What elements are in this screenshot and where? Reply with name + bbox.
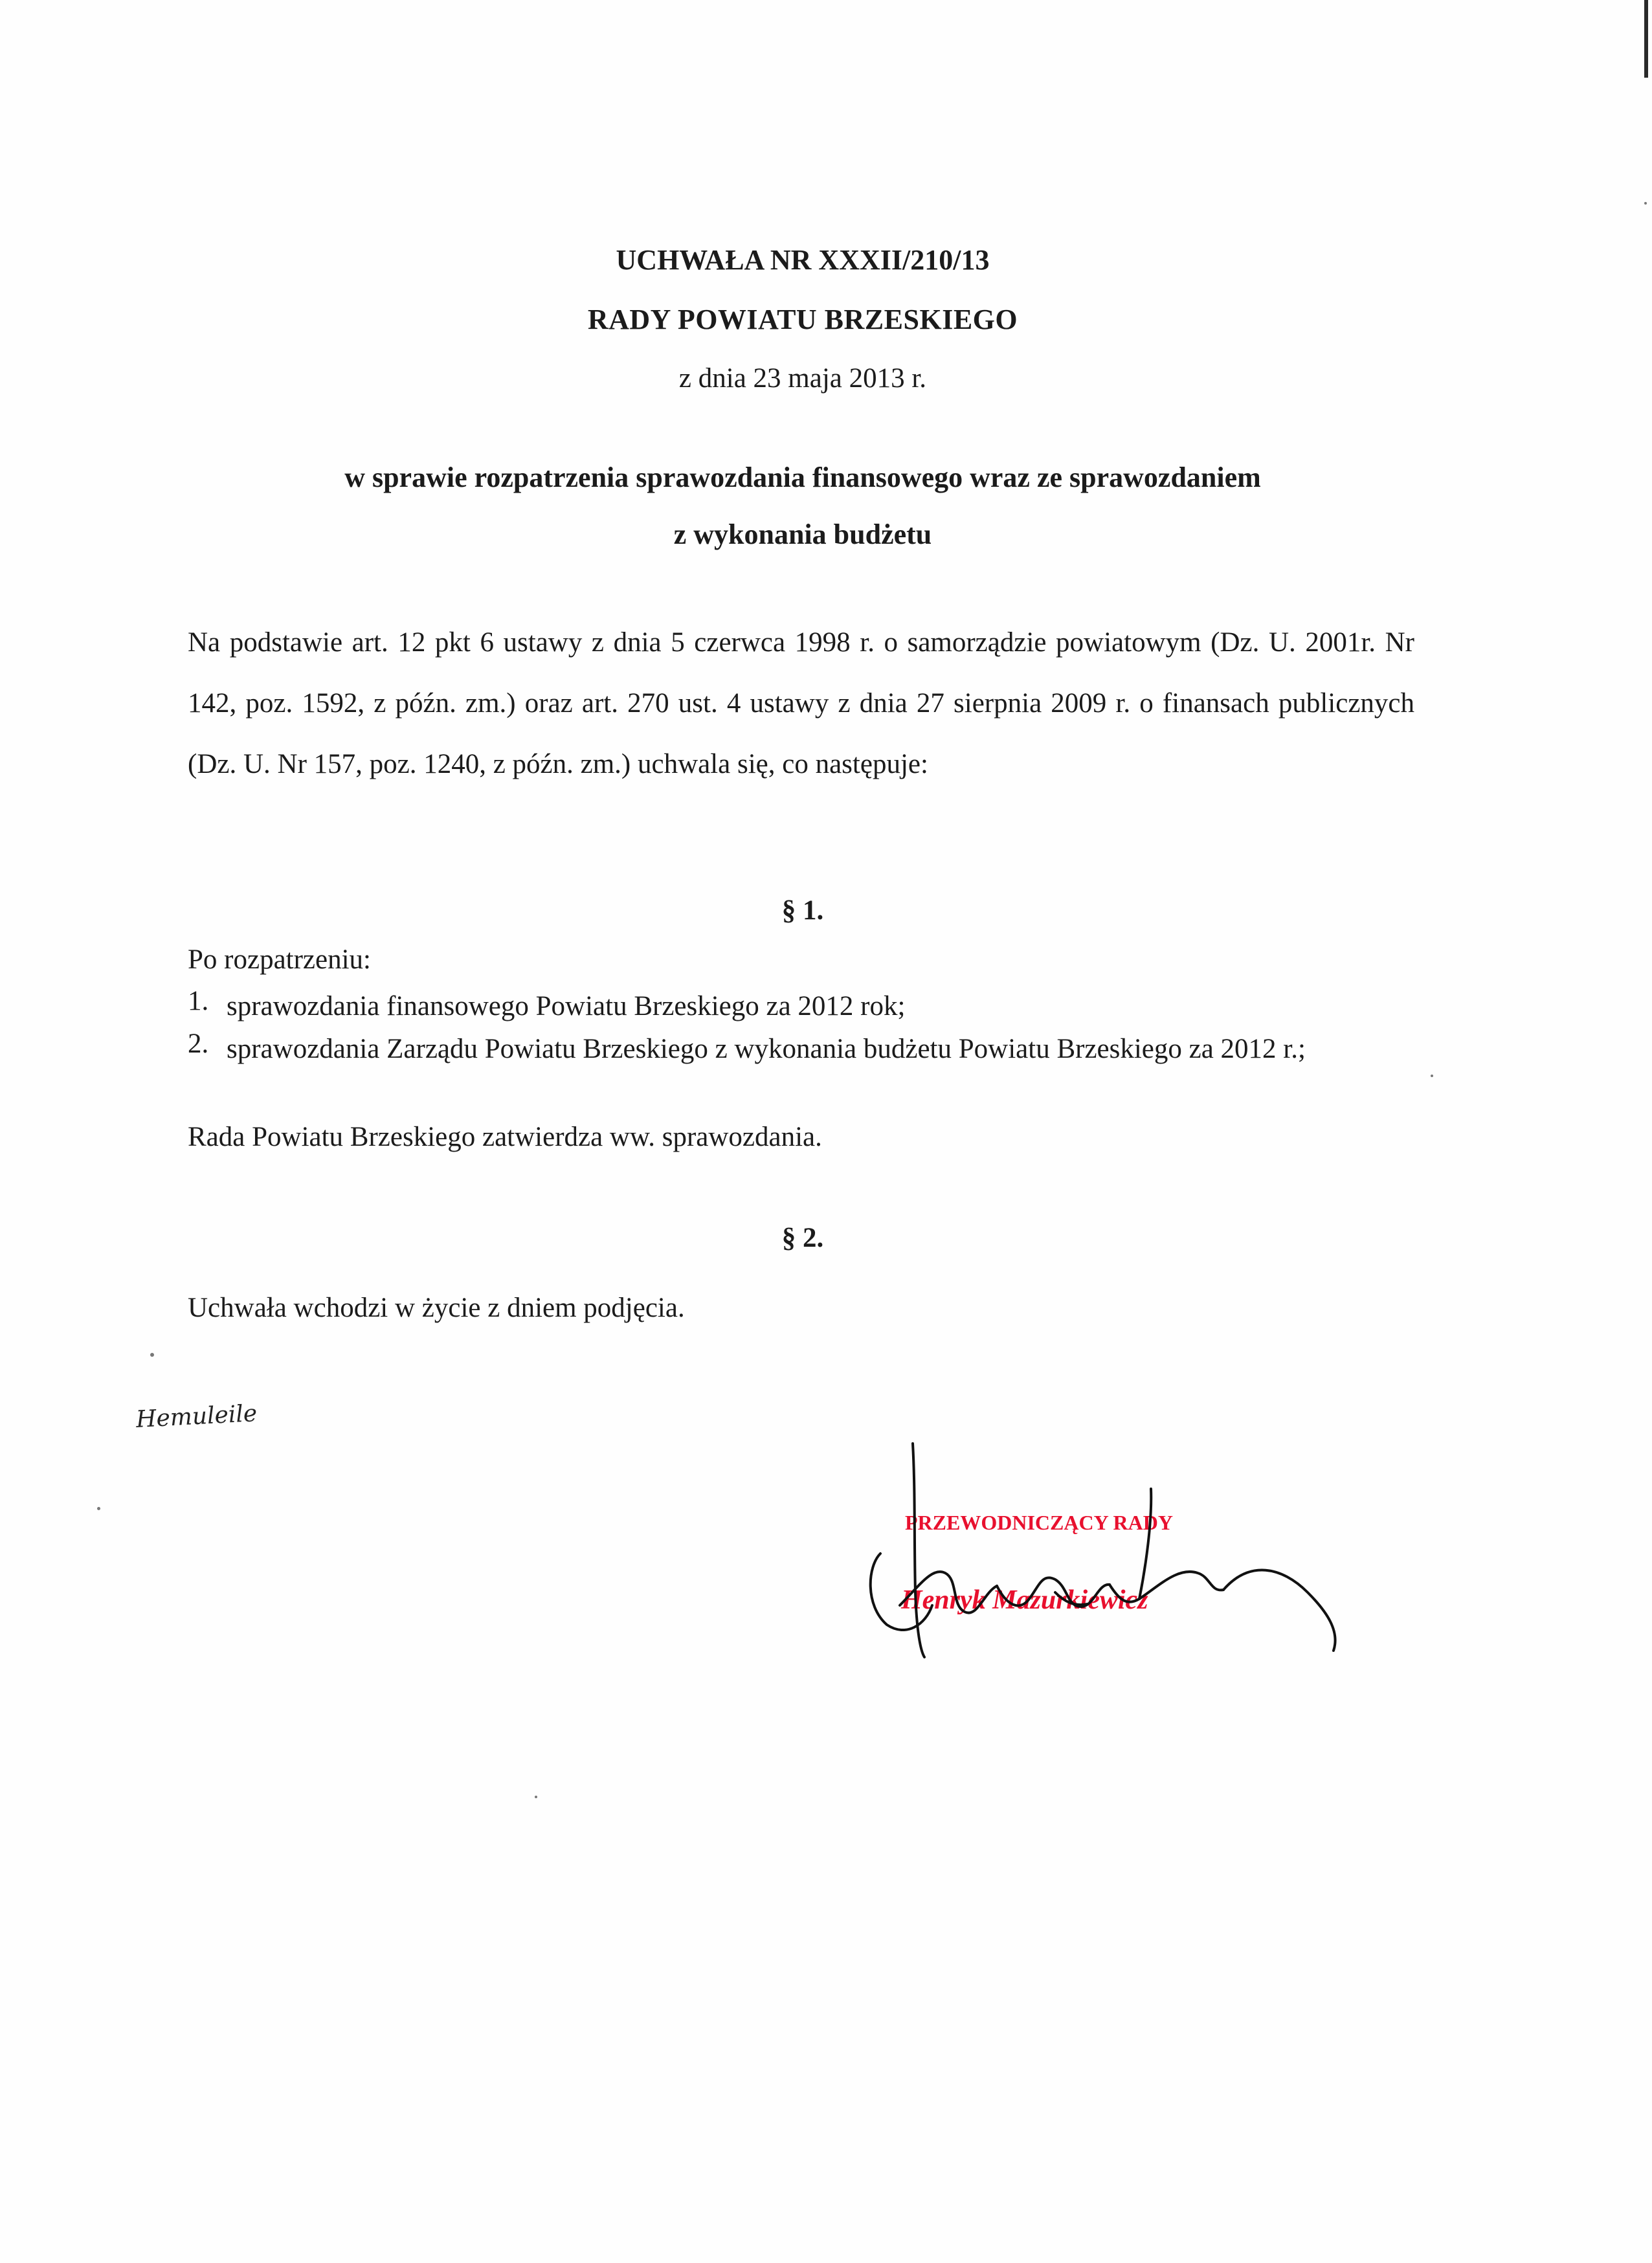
list-item xyxy=(188,985,1414,1028)
subject-line-1: w sprawie rozpatrzenia sprawozdania finansowego wraz ze sprawozdaniem xyxy=(344,462,1261,493)
section-1-closing: Rada Powiatu Brzeskiego zatwierdza ww. sprawozdania. xyxy=(188,1122,822,1152)
scan-speck xyxy=(1644,202,1647,205)
council-name: RADY POWIATU BRZESKIEGO xyxy=(587,304,1018,335)
scan-speck xyxy=(1431,1075,1433,1077)
list-item-text: sprawozdania Zarządu Powiatu Brzeskiego z wykonania budżetu Powiatu Brzeskiego za 2012 r.; xyxy=(227,1034,1306,1064)
section-1-mark: § 1. xyxy=(781,895,824,926)
stamp-title: PRZEWODNICZĄCY RADY xyxy=(905,1511,1173,1534)
section-2-text: Uchwała wchodzi w życie z dniem podjęcia. xyxy=(188,1293,685,1323)
list-item-text: sprawozdania finansowego Powiatu Brzeskiego za 2012 rok; xyxy=(227,991,906,1021)
scan-speck xyxy=(97,1507,100,1510)
list-item-number: 2. xyxy=(188,1029,209,1059)
handwritten-initials: Hemuleile xyxy=(135,1400,258,1433)
subject-line-2: z wykonania budżetu xyxy=(673,518,932,550)
section-1-intro: Po rozpatrzeniu: xyxy=(188,944,371,975)
list-item xyxy=(188,1028,1414,1071)
scan-edge-mark xyxy=(1644,0,1648,78)
resolution-title: UCHWAŁA NR XXXII/210/13 xyxy=(616,244,990,276)
resolution-date: z dnia 23 maja 2013 r. xyxy=(678,363,927,394)
stamp-name: Henryk Mazurkiewicz xyxy=(901,1585,1148,1615)
handwritten-signature xyxy=(861,1437,1340,1683)
section-2-mark: § 2. xyxy=(781,1223,824,1253)
list-item-number: 1. xyxy=(188,986,209,1016)
scan-speck xyxy=(150,1353,154,1357)
scan-speck xyxy=(535,1796,537,1798)
preamble: Na podstawie art. 12 pkt 6 ustawy z dnia 5 czerwca 1998 r. o samorządzie powiatowym (Dz. U. 2001r. Nr 142, poz. 1592, z późn. zm.) oraz art. 270 ust. 4 ustawy z dnia 27 sierpnia 2009 r. o finansach publicznych (Dz. U. Nr 157, poz. 1240, z późn. zm.) uchwala się, co następuje: xyxy=(188,627,1414,779)
